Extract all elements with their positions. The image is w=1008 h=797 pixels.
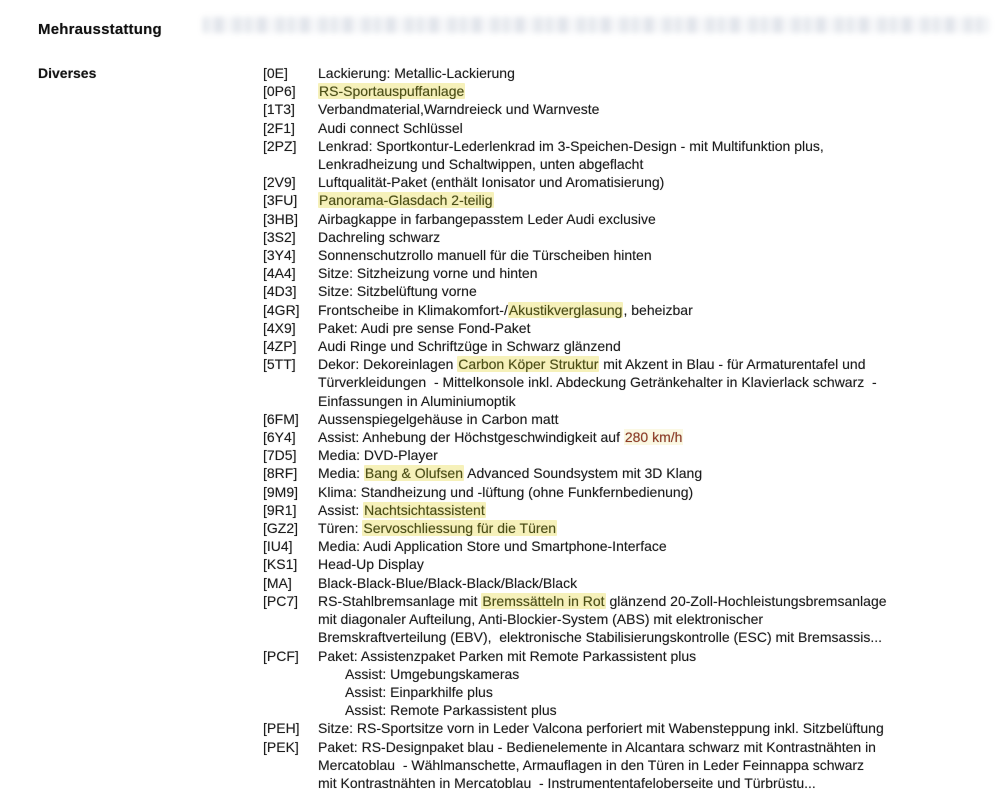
equipment-row — [263, 555, 992, 573]
equipment-row — [263, 719, 992, 737]
redacted-blur-strip — [203, 17, 989, 33]
option-description — [318, 282, 992, 300]
option-code: [3S2] — [263, 228, 296, 245]
option-line — [318, 264, 992, 282]
option-code: [PC7] — [263, 592, 299, 609]
option-description — [318, 555, 992, 573]
option-code: [8RF] — [263, 465, 298, 482]
option-code: [3Y4] — [263, 247, 296, 264]
option-code: [PCF] — [263, 647, 299, 664]
option-description — [318, 355, 992, 410]
option-subline — [318, 701, 992, 719]
option-line — [318, 483, 992, 501]
option-description — [318, 464, 992, 482]
option-line — [318, 555, 992, 573]
highlighted-text: Akustikverglasung — [508, 301, 623, 318]
option-text: Einfassungen in Aluminiumoptik — [318, 392, 516, 409]
equipment-row — [263, 501, 992, 519]
option-text: Paket: Audi pre sense Fond-Paket — [318, 319, 531, 336]
option-text: Aussenspiegelgehäuse in Carbon matt — [318, 410, 559, 427]
option-code: [4D3] — [263, 283, 297, 300]
option-line — [318, 191, 992, 209]
option-description — [318, 537, 992, 555]
highlighted-text: Bremssätteln in Rot — [482, 592, 605, 609]
option-description — [318, 137, 992, 173]
option-text: Klima: Standheizung und -lüftung (ohne Funkfernbedienung) — [318, 483, 694, 500]
option-line — [318, 574, 992, 592]
option-line — [318, 337, 992, 355]
option-line — [318, 537, 992, 555]
option-code: [3HB] — [263, 210, 299, 227]
option-description — [318, 592, 992, 647]
option-description — [318, 191, 992, 209]
option-line — [318, 355, 992, 373]
option-description — [318, 574, 992, 592]
option-text: Sitze: Sitzheizung vorne und hinten — [318, 265, 538, 282]
option-line — [318, 82, 992, 100]
option-text: Assist: — [318, 501, 364, 518]
option-description — [318, 82, 992, 100]
option-description — [318, 119, 992, 137]
option-description — [318, 337, 992, 355]
option-text: Türen: — [318, 520, 363, 537]
equipment-row — [263, 464, 992, 482]
highlighted-text: RS-Sportauspuffanlage — [319, 83, 465, 100]
option-text: Media: Audi Application Store und Smartphone-Interface — [318, 538, 667, 555]
highlighted-text: Nachtsichtassistent — [364, 501, 485, 518]
highlighted-text: Panorama-Glasdach 2-teilig — [319, 192, 493, 209]
option-text: Türverkleidungen - Mittelkonsole inkl. Abdeckung Getränkehalter in Klavierlack schwarz - — [318, 374, 877, 391]
option-description — [318, 264, 992, 282]
equipment-row — [263, 574, 992, 592]
equipment-row — [263, 337, 992, 355]
option-description — [318, 173, 992, 191]
option-description — [318, 446, 992, 464]
equipment-row — [263, 355, 992, 410]
equipment-row — [263, 137, 992, 173]
equipment-list — [263, 64, 992, 792]
option-code: [2F1] — [263, 119, 295, 136]
option-text: Audi Ringe und Schriftzüge in Schwarz glänzend — [318, 338, 621, 355]
option-line — [318, 410, 992, 428]
option-code: [3FU] — [263, 192, 298, 209]
option-line — [318, 119, 992, 137]
equipment-row — [263, 119, 992, 137]
option-line — [318, 756, 992, 774]
option-description — [318, 647, 992, 720]
equipment-row — [263, 246, 992, 264]
option-line — [318, 100, 992, 118]
highlighted-text: Servoschliessung für die Türen — [363, 520, 557, 537]
equipment-row — [263, 100, 992, 118]
option-text: Sitze: RS-Sportsitze vorn in Leder Valcona perforiert mit Wabensteppung inkl. Sitzbelüftung — [318, 720, 884, 737]
option-description — [318, 410, 992, 428]
option-text: mit Akzent in Blau - für Armaturentafel und — [599, 356, 866, 373]
option-description — [318, 738, 992, 793]
option-text: Mercatoblau - Wählmanschette, Armauflagen in den Türen in Leder Feinnappa schwarz — [318, 756, 865, 773]
option-code: [9R1] — [263, 501, 297, 518]
option-text: Paket: Assistenzpaket Parken mit Remote Parkassistent plus — [318, 647, 697, 664]
option-line — [318, 428, 992, 446]
option-line — [318, 628, 992, 646]
equipment-row — [263, 228, 992, 246]
option-line — [318, 301, 992, 319]
option-code: [PEK] — [263, 738, 299, 755]
option-line — [318, 647, 992, 665]
option-line — [318, 392, 992, 410]
option-description — [318, 428, 992, 446]
option-code: [4ZP] — [263, 338, 297, 355]
equipment-row — [263, 264, 992, 282]
page-title: Mehrausstattung — [38, 21, 162, 38]
equipment-row — [263, 592, 992, 647]
option-description — [318, 719, 992, 737]
option-code: [2V9] — [263, 174, 296, 191]
equipment-row — [263, 64, 992, 82]
equipment-row — [263, 738, 992, 793]
equipment-row — [263, 537, 992, 555]
equipment-row — [263, 319, 992, 337]
equipment-row — [263, 282, 992, 300]
option-text: Sitze: Sitzbelüftung vorne — [318, 283, 477, 300]
option-code: [4A4] — [263, 265, 296, 282]
option-line — [318, 64, 992, 82]
option-code: [4GR] — [263, 301, 300, 318]
section-label: Diverses — [38, 65, 97, 81]
option-line — [318, 155, 992, 173]
equipment-row — [263, 647, 992, 720]
option-description — [318, 483, 992, 501]
equipment-row — [263, 173, 992, 191]
option-description — [318, 64, 992, 82]
option-code: [1T3] — [263, 101, 295, 118]
option-description — [318, 210, 992, 228]
red-marked-text: 280 km/h — [624, 429, 683, 446]
option-line — [318, 246, 992, 264]
option-text: Bremskraftverteilung (EBV), elektronische Stabilisierungskontrolle (ESC) mit Bremsassis... — [318, 629, 883, 646]
option-line — [318, 501, 992, 519]
option-description — [318, 228, 992, 246]
highlighted-text: Carbon Köper Struktur — [458, 356, 599, 373]
option-code: [6FM] — [263, 410, 299, 427]
option-text: Dachreling schwarz — [318, 228, 441, 245]
option-line — [318, 173, 992, 191]
option-text: Advanced Soundsystem mit 3D Klang — [463, 465, 703, 482]
option-code: [0P6] — [263, 83, 296, 100]
option-text: Assist: Umgebungskameras — [345, 665, 520, 682]
option-text: glänzend 20-Zoll-Hochleistungsbremsanlage — [605, 592, 887, 609]
option-text: Assist: Einparkhilfe plus — [345, 683, 493, 700]
option-description — [318, 246, 992, 264]
option-subline — [318, 683, 992, 701]
option-text: Audi connect Schlüssel — [318, 119, 463, 136]
option-description — [318, 100, 992, 118]
option-code: [IU4] — [263, 538, 293, 555]
option-line — [318, 592, 992, 610]
option-text: Media: DVD-Player — [318, 447, 438, 464]
option-text: Lenkrad: Sportkontur-Lederlenkrad im 3-Speichen-Design - mit Multifunktion plus, — [318, 137, 824, 154]
option-text: Airbagkappe in farbangepasstem Leder Audi exclusive — [318, 210, 656, 227]
option-text: mit Kontrastnähten in Mercatoblau - Instrumententafeloberseite und Türbrüstu... — [318, 774, 816, 791]
option-code: [GZ2] — [263, 520, 299, 537]
option-description — [318, 319, 992, 337]
option-text: Sonnenschutzrollo manuell für die Türscheiben hinten — [318, 247, 652, 264]
option-line — [318, 738, 992, 756]
option-line — [318, 610, 992, 628]
option-line — [318, 373, 992, 391]
option-text: Assist: Remote Parkassistent plus — [345, 702, 557, 719]
option-line — [318, 210, 992, 228]
option-line — [318, 446, 992, 464]
option-line — [318, 228, 992, 246]
option-code: [0E] — [263, 65, 288, 81]
equipment-row — [263, 82, 992, 100]
option-text: , beheizbar — [623, 301, 693, 318]
option-text: Head-Up Display — [318, 556, 424, 573]
option-line — [318, 464, 992, 482]
equipment-row — [263, 446, 992, 464]
option-code: [PEH] — [263, 720, 300, 737]
equipment-row — [263, 191, 992, 209]
option-line — [318, 282, 992, 300]
highlighted-text: Bang & Olufsen — [364, 465, 463, 482]
option-line — [318, 719, 992, 737]
option-text: Dekor: Dekoreinlagen — [318, 356, 458, 373]
option-code: [5TT] — [263, 356, 296, 373]
equipment-row — [263, 519, 992, 537]
option-line — [318, 519, 992, 537]
option-code: [KS1] — [263, 556, 298, 573]
option-subline — [318, 665, 992, 683]
option-text: RS-Stahlbremsanlage mit — [318, 592, 482, 609]
option-text: Black-Black-Blue/Black-Black/Black/Black — [318, 574, 578, 591]
option-description — [318, 519, 992, 537]
option-line — [318, 319, 992, 337]
equipment-row — [263, 428, 992, 446]
equipment-row — [263, 410, 992, 428]
option-text: Luftqualität-Paket (enthält Ionisator und Aromatisierung) — [318, 174, 665, 191]
option-text: Media: — [318, 465, 364, 482]
option-line — [318, 137, 992, 155]
option-text: Frontscheibe in Klimakomfort-/ — [318, 301, 508, 318]
equipment-section — [38, 64, 990, 792]
option-code: [6Y4] — [263, 429, 296, 446]
option-text: Paket: RS-Designpaket blau - Bedienelemente in Alcantara schwarz mit Kontrastnähten in — [318, 738, 876, 755]
option-description — [318, 301, 992, 319]
option-code: [2PZ] — [263, 137, 297, 154]
equipment-row — [263, 210, 992, 228]
option-text: Verbandmaterial,Warndreieck und Warnveste — [318, 101, 600, 118]
option-code: [4X9] — [263, 319, 296, 336]
equipment-row — [263, 483, 992, 501]
option-code: [7D5] — [263, 447, 297, 464]
option-code: [MA] — [263, 574, 292, 591]
option-text: Lackierung: Metallic-Lackierung — [318, 65, 515, 81]
option-description — [318, 501, 992, 519]
equipment-row — [263, 301, 992, 319]
option-line — [318, 774, 992, 792]
option-text: Assist: Anhebung der Höchstgeschwindigkeit auf — [318, 429, 624, 446]
option-text: Lenkradheizung und Schaltwippen, unten abgeflacht — [318, 156, 644, 173]
option-code: [9M9] — [263, 483, 299, 500]
option-text: mit diagonaler Aufteilung, Anti-Blockier-System (ABS) mit elektronischer — [318, 611, 764, 628]
